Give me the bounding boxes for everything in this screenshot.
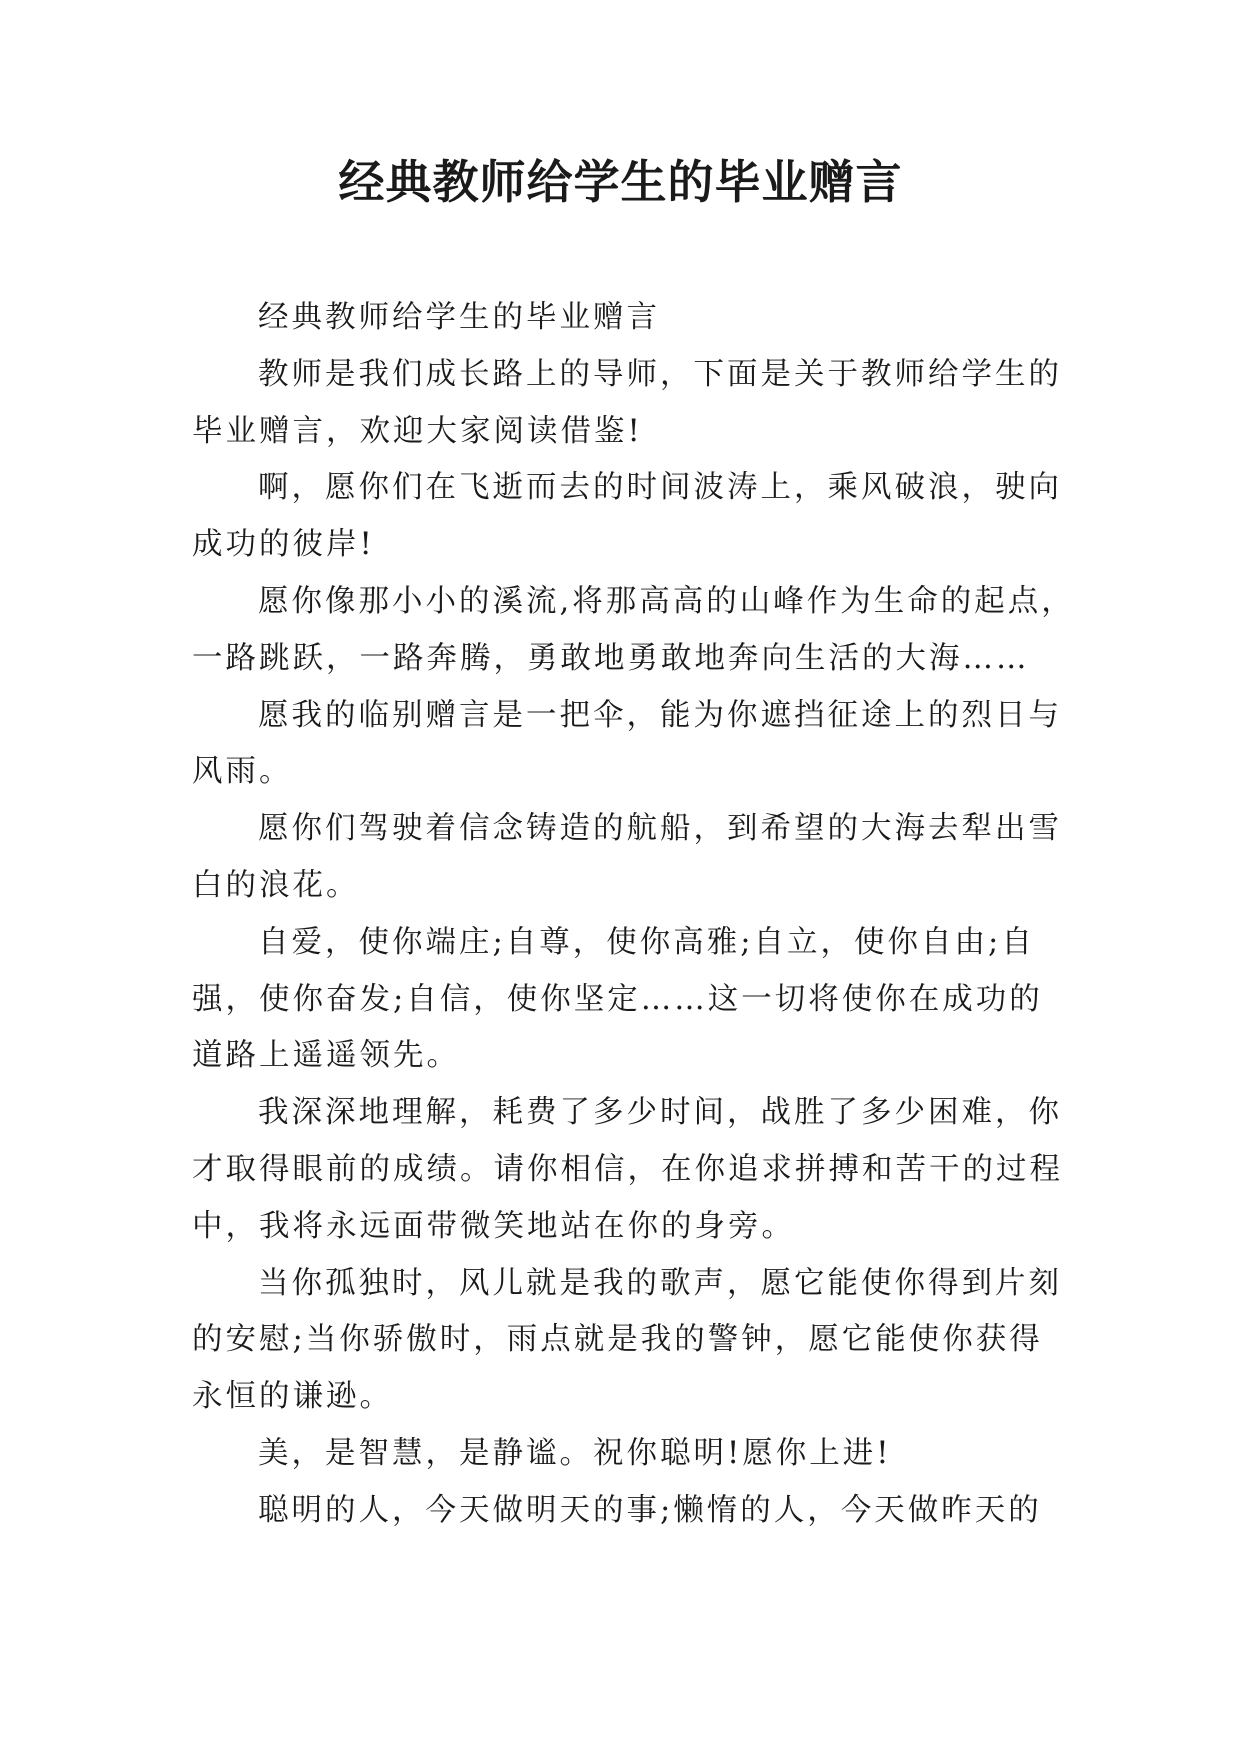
paragraph (192, 1426, 1062, 1483)
paragraph (192, 801, 1062, 915)
paragraph (192, 1256, 1062, 1426)
paragraph (192, 460, 1062, 574)
paragraph-line: 愿你们驾驶着信念铸造的航船，到希望的大海去犁出雪 (258, 811, 1062, 847)
paragraph (192, 1085, 1062, 1255)
paragraph (192, 290, 1062, 347)
paragraph-line: 自爱，使你端庄;自尊，使你高雅;自立，使你自由;自 (258, 924, 1035, 960)
paragraph (192, 915, 1062, 1085)
paragraph-line: 聪明的人，今天做明天的事;懒惰的人，今天做昨天的 (258, 1492, 1042, 1528)
paragraph-line: 经典教师给学生的毕业赠言 (258, 300, 660, 335)
paragraph-line: 一路跳跃，一路奔腾，勇敢地勇敢地奔向生活的大海…… (192, 640, 1030, 676)
paragraph-line: 美，是智慧，是静谧。祝你聪明!愿你上进! (258, 1435, 892, 1471)
paragraph-line: 愿我的临别赠言是一把伞，能为你遮挡征途上的烈日与 (258, 697, 1062, 733)
paragraph-line: 风雨。 (192, 754, 293, 790)
paragraph-line: 永恒的谦逊。 (192, 1379, 393, 1415)
paragraph-line: 的安慰;当你骄傲时，雨点就是我的警钟，愿它能使你获得 (192, 1322, 1043, 1358)
paragraph-line: 毕业赠言，欢迎大家阅读借鉴! (192, 413, 643, 449)
paragraph-line: 成功的彼岸! (192, 527, 375, 563)
paragraph-line: 教师是我们成长路上的导师，下面是关于教师给学生的 (258, 356, 1062, 392)
paragraph (192, 1483, 1062, 1540)
paragraph-line: 道路上遥遥领先。 (192, 1038, 460, 1074)
paragraph-line: 我深深地理解，耗费了多少时间，战胜了多少困难，你 (258, 1095, 1062, 1131)
document-title: 经典教师给学生的毕业赠言 (338, 155, 903, 209)
paragraph (192, 347, 1062, 461)
document-body (192, 290, 1075, 1540)
paragraph-line: 白的浪花。 (192, 867, 360, 903)
paragraph-line: 才取得眼前的成绩。请你相信，在你追求拼搏和苦干的过程 (192, 1151, 1063, 1187)
paragraph-line: 中，我将永远面带微笑地站在你的身旁。 (192, 1208, 795, 1244)
paragraph-line: 强，使你奋发;自信，使你坚定……这一切将使你在成功的 (192, 981, 1043, 1017)
paragraph (192, 574, 1075, 688)
paragraph-line: 当你孤独时，风儿就是我的歌声，愿它能使你得到片刻 (258, 1265, 1062, 1301)
paragraph-line: 啊，愿你们在飞逝而去的时间波涛上，乘风破浪，驶向 (258, 470, 1062, 506)
paragraph (192, 688, 1062, 802)
paragraph-line: 愿你像那小小的溪流,将那高高的山峰作为生命的起点， (258, 583, 1075, 619)
